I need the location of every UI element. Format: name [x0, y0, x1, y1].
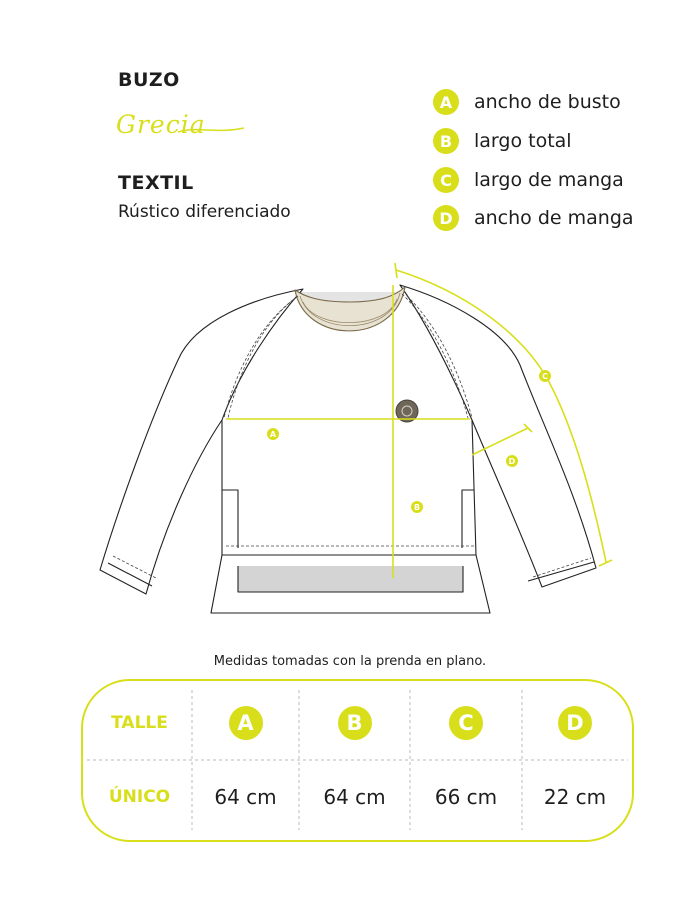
material-description: Rústico diferenciado: [118, 202, 291, 222]
legend-label-d: ancho de manga: [474, 207, 634, 229]
badge-d: D: [433, 205, 459, 231]
table-badge-a: A: [229, 706, 263, 740]
table-header-talle: [87, 700, 192, 745]
badge-c: C: [433, 167, 459, 193]
table-cell-d: [522, 774, 628, 819]
table-header-c: [410, 700, 522, 745]
marker-label-c: C: [542, 372, 548, 381]
legend-label-c: largo de manga: [474, 169, 624, 191]
badge-a: A: [433, 89, 459, 115]
marker-label-d: D: [508, 457, 516, 466]
table-row-label-cell: [87, 774, 192, 819]
unico-label: ÚNICO: [108, 786, 171, 807]
table-cell-b: [299, 774, 410, 819]
marker-label-b: B: [413, 503, 421, 512]
table-badge-c: C: [449, 706, 483, 740]
badge-b: B: [433, 128, 459, 154]
value-a: 64 cm: [214, 784, 277, 809]
measurement-caption: Medidas tomadas con la prenda en plano.: [213, 654, 487, 669]
value-d: 22 cm: [543, 784, 607, 809]
marker-label-a: A: [269, 430, 277, 439]
table-header-a: [192, 700, 299, 745]
product-type: BUZO: [118, 69, 180, 91]
material-heading: TEXTIL: [118, 172, 194, 194]
table-badge-d: D: [558, 706, 592, 740]
table-header-d: [522, 700, 628, 745]
value-c: 66 cm: [434, 784, 498, 809]
talle-label: TALLE: [111, 712, 168, 733]
product-name: Grecia: [116, 110, 206, 139]
table-badge-b: B: [338, 706, 372, 740]
table-header-b: [299, 700, 410, 745]
legend-label-a: ancho de busto: [474, 91, 621, 113]
table-cell-a: [192, 774, 299, 819]
value-b: 64 cm: [323, 784, 386, 809]
legend-label-b: largo total: [474, 130, 572, 152]
table-cell-c: [410, 774, 522, 819]
